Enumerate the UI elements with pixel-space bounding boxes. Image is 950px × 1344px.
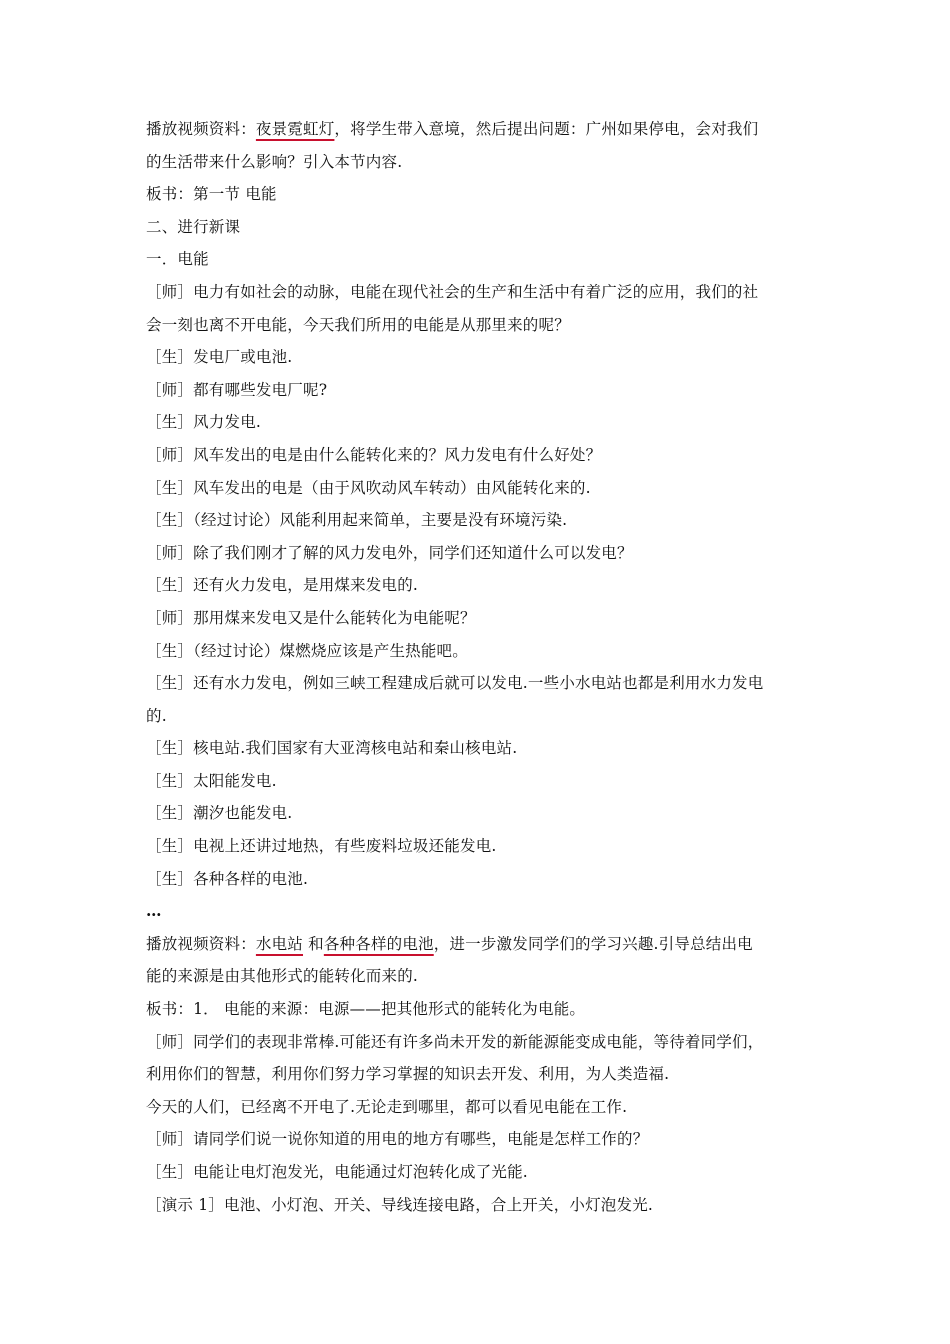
document-body [146,113,806,1221]
dialogue-line: ［生］电视上还讲过地热，有些废料垃圾还能发电. [146,837,497,856]
dialogue-line: ［生］还有水力发电，例如三峡工程建成后就可以发电.一些小水电站也都是利用水力发电 [146,674,764,693]
dialogue-line: ［生］潮汐也能发电. [146,804,293,823]
paragraph-line: 播放视频资料：水电站 和各种各样的电池，进一步激发同学们的学习兴趣.引导总结出电 [146,934,753,953]
paragraph-line: 播放视频资料：夜景霓虹灯，将学生带入意境，然后提出问题：广州如果停电，会对我们 [146,120,759,138]
dialogue-line: ［生］各种各样的电池. [146,869,309,888]
dialogue-line: 的. [146,706,167,725]
board-note: 板书：第一节 电能 [146,185,277,204]
paragraph-line: 能的来源是由其他形式的能转化而来的. [146,967,419,986]
dialogue-line: ［师］电力有如社会的动脉，电能在现代社会的生产和生活中有着广泛的应用，我们的社 [146,282,759,301]
underlined-term: 夜景霓虹灯 [255,120,335,138]
dialogue-line: ［师］都有哪些发电厂呢? [146,380,328,399]
dialogue-line: ［生］风车发出的电是（由于风吹动风车转动）由风能转化来的. [146,478,591,497]
dialogue-line: ［师］请同学们说一说你知道的用电的地方有哪些，电能是怎样工作的？ [146,1130,649,1149]
ellipsis: … [146,901,163,921]
dialogue-line: ［生］风力发电. [146,413,262,432]
underlined-term: 各种各样的电池 [323,934,434,953]
subsection-heading: 一．电能 [146,250,209,269]
dialogue-line: ［师］风车发出的电是由什么能转化来的？风力发电有什么好处？ [146,445,602,464]
underlined-term: 水电站 [255,934,304,953]
dialogue-line: ［生］发电厂或电池. [146,348,293,367]
paragraph-line: 的生活带来什么影响？引入本节内容. [146,152,403,171]
dialogue-line: ［生］（经过讨论）风能利用起来简单，主要是没有环境污染. [146,511,568,530]
dialogue-line: ［生］太阳能发电. [146,771,277,790]
dialogue-line: ［生］电能让电灯泡发光，电能通过灯泡转化成了光能. [146,1163,528,1181]
dialogue-line: ［师］那用煤来发电又是什么能转化为电能呢？ [146,608,476,627]
dialogue-line: ［师］除了我们刚才了解的风力发电外，同学们还知道什么可以发电？ [146,543,633,562]
dialogue-line: ［生］核电站.我们国家有大亚湾核电站和秦山核电站. [146,739,518,758]
board-note: 板书：1． 电能的来源：电源——把其他形式的能转化为电能。 [146,1000,586,1019]
dialogue-line: 会一刻也离不开电能，今天我们所用的电能是从那里来的呢？ [146,315,570,334]
demo-line: ［演示 1］电池、小灯泡、开关、导线连接电路，合上开关，小灯泡发光. [146,1195,654,1214]
dialogue-line: ［生］（经过讨论）煤燃烧应该是产生热能吧。 [146,641,468,660]
paragraph-line: 利用你们的智慧，利用你们努力学习掌握的知识去开发、利用，为人类造福. [146,1065,670,1084]
dialogue-line: ［师］同学们的表现非常棒.可能还有许多尚未开发的新能源能变成电能，等待着同学们， [146,1032,764,1051]
section-heading: 二、进行新课 [146,217,241,236]
dialogue-line: ［生］还有火力发电，是用煤来发电的. [146,576,419,595]
paragraph-line: 今天的人们，已经离不开电了.无论走到哪里，都可以看见电能在工作. [146,1097,628,1116]
